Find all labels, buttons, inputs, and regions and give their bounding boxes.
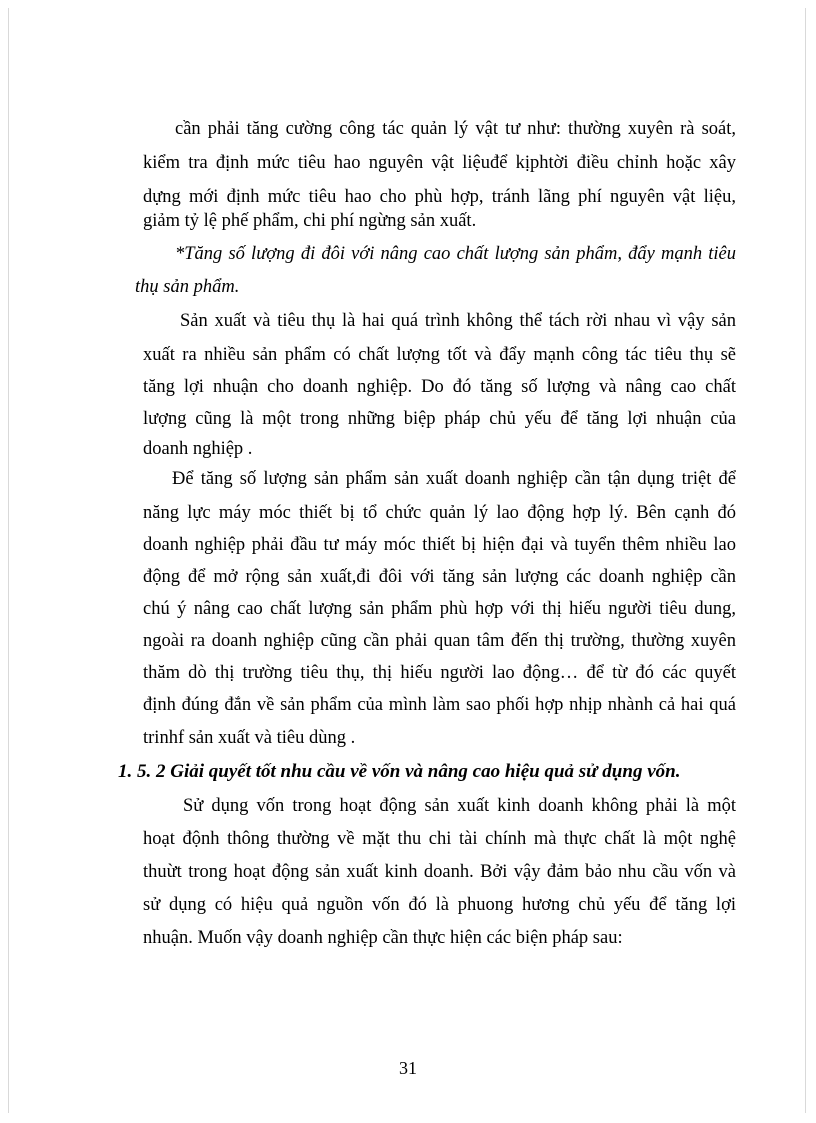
paragraph-3-line-4: động để mở rộng sản xuất,đi đôi với tăng sản lượng các doanh nghiệp cần [143,567,736,587]
paragraph-2-line-1: Sản xuất và tiêu thụ là hai quá trình không thể tách rời nhau vì vậy sản [180,311,736,331]
paragraph-4-line-3: thuừt trong hoạt động sản xuất kinh doanh. Bởi vậy đảm bảo nhu cầu vốn và [143,862,736,882]
paragraph-2-line-4: lượng cũng là một trong những biệp pháp chủ yếu để tăng lợi nhuận của [143,409,736,429]
paragraph-3-line-7: thăm dò thị trường tiêu thụ, thị hiếu người lao động… để từ đó các quyết [143,663,736,683]
paragraph-4-line-4: sử dụng có hiệu quả nguồn vốn đó là phuong hương chủ yếu để tăng lợi [143,895,736,915]
paragraph-3-line-8: định đúng đắn về sản phẩm của mình làm sao phối hợp nhịp nhành cả hai quá [143,695,736,715]
paragraph-2-line-2: xuất ra nhiều sản phẩm có chất lượng tốt và đẩy mạnh công tác tiêu thụ sẽ [143,345,736,365]
paragraph-3-line-1: Để tăng số lượng sản phẩm sản xuất doanh nghiệp cần tận dụng triệt để [172,469,736,489]
paragraph-4-line-5: nhuận. Muốn vậy doanh nghiệp cần thực hiện các biện pháp sau: [143,928,623,948]
paragraph-2-line-5: doanh nghiệp . [143,439,253,459]
italic-note-line-1: *Tăng số lượng đi đôi với nâng cao chất lượng sản phẩm, đẩy mạnh tiêu [175,244,736,264]
paragraph-1-line-1: cần phải tăng cường công tác quản lý vật tư như: thường xuyên rà soát, [175,119,736,139]
paragraph-1-line-4: giảm tỷ lệ phế phẩm, chi phí ngừng sản xuất. [143,211,477,231]
paragraph-2-line-3: tăng lợi nhuận cho doanh nghiệp. Do đó tăng số lượng và nâng cao chất [143,377,736,397]
paragraph-1-line-3: dựng mới định mức tiêu hao cho phù hợp, tránh lãng phí nguyên vật liệu, [143,187,736,207]
section-heading: 1. 5. 2 Giải quyết tốt nhu cầu về vốn và nâng cao hiệu quả sử dụng vốn. [118,761,681,782]
paragraph-4-line-2: hoạt độnh thông thường về mặt thu chi tài chính mà thực chất là một nghệ [143,829,736,849]
paragraph-3-line-6: ngoài ra doanh nghiệp cũng cần phải quan tâm đến thị trường, thường xuyên [143,631,736,651]
page-number: 31 [399,1058,417,1078]
italic-note-line-2: thụ sản phẩm. [135,277,240,297]
paragraph-3-line-2: năng lực máy móc thiết bị tổ chức quản lý lao động hợp lý. Bên cạnh đó [143,503,736,523]
paragraph-1-line-2: kiểm tra định mức tiêu hao nguyên vật liệuđể kịphtời điều chỉnh hoặc xây [143,153,736,173]
paragraph-4-line-1: Sử dụng vốn trong hoạt động sản xuất kinh doanh không phải là một [183,796,736,816]
paragraph-3-line-9: trinhf sản xuất và tiêu dùng . [143,728,356,748]
paragraph-3-line-5: chú ý nâng cao chất lượng sản phẩm phù hợp với thị hiếu người tiêu dung, [143,599,736,619]
paragraph-3-line-3: doanh nghiệp phải đầu tư máy móc thiết bị hiện đại và tuyển thêm nhiều lao [143,535,736,555]
